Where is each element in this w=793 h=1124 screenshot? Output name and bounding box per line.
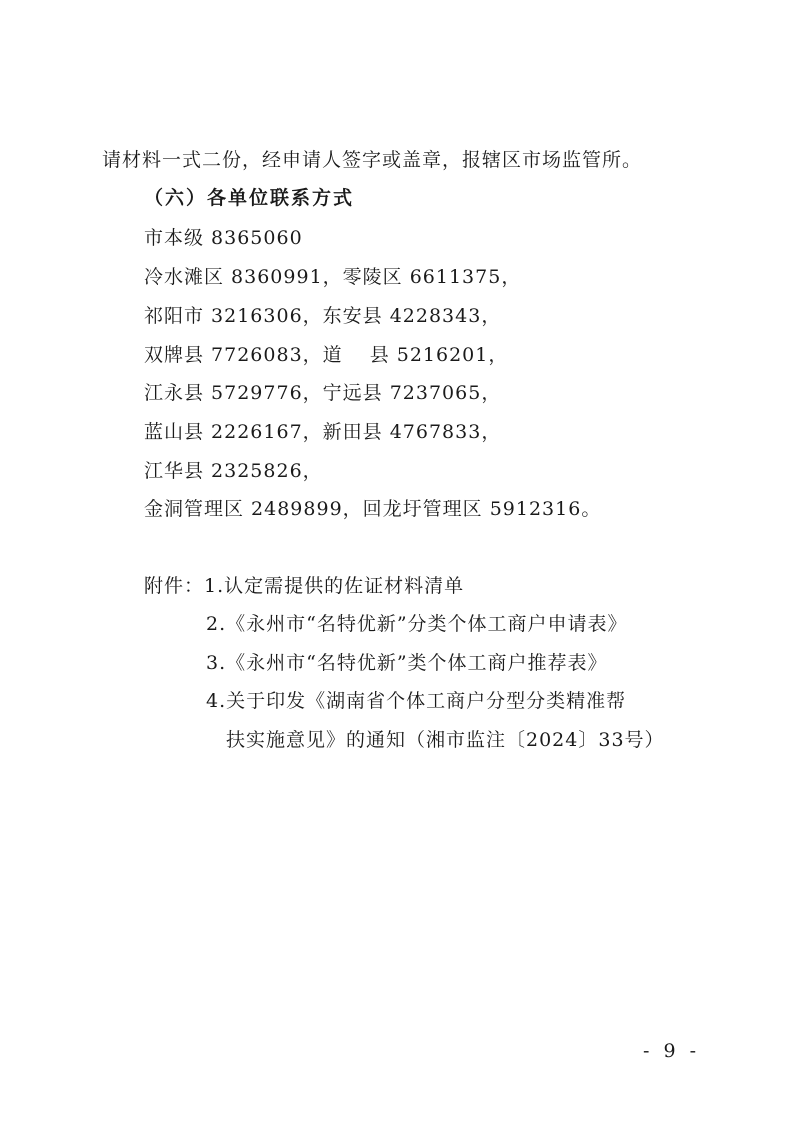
attachment-item: 附件：1.认定需提供的佐证材料清单 bbox=[144, 575, 465, 597]
attachment-item: 2.《永州市“名特优新”分类个体工商户申请表》 bbox=[206, 613, 628, 635]
attachment-item: 4.关于印发《湖南省个体工商户分型分类精准帮 bbox=[206, 690, 627, 712]
page-number: - 9 - bbox=[643, 1040, 701, 1062]
contact-line: 祁阳市 3216306，东安县 4228343， bbox=[144, 305, 502, 327]
section-title: （六）各单位联系方式 bbox=[144, 187, 355, 209]
attachment-item-continuation: 扶实施意见》的通知（湘市监注〔2024〕33号） bbox=[226, 729, 665, 751]
contact-line: 冷水滩区 8360991，零陵区 6611375， bbox=[144, 266, 522, 288]
contact-line: 江永县 5729776，宁远县 7237065， bbox=[144, 382, 502, 404]
continuation-paragraph: 请材料一式二份，经申请人签字或盖章，报辖区市场监管所。 bbox=[102, 149, 643, 171]
contact-line: 江华县 2325826， bbox=[144, 460, 323, 482]
attachment-item: 3.《永州市“名特优新”类个体工商户推荐表》 bbox=[206, 652, 608, 674]
contact-line: 金洞管理区 2489899，回龙圩管理区 5912316。 bbox=[144, 498, 602, 520]
contact-line: 蓝山县 2226167，新田县 4767833， bbox=[144, 421, 502, 443]
contact-line: 双牌县 7726083，道 县 5216201， bbox=[144, 344, 509, 366]
contact-line: 市本级 8365060 bbox=[144, 227, 303, 249]
